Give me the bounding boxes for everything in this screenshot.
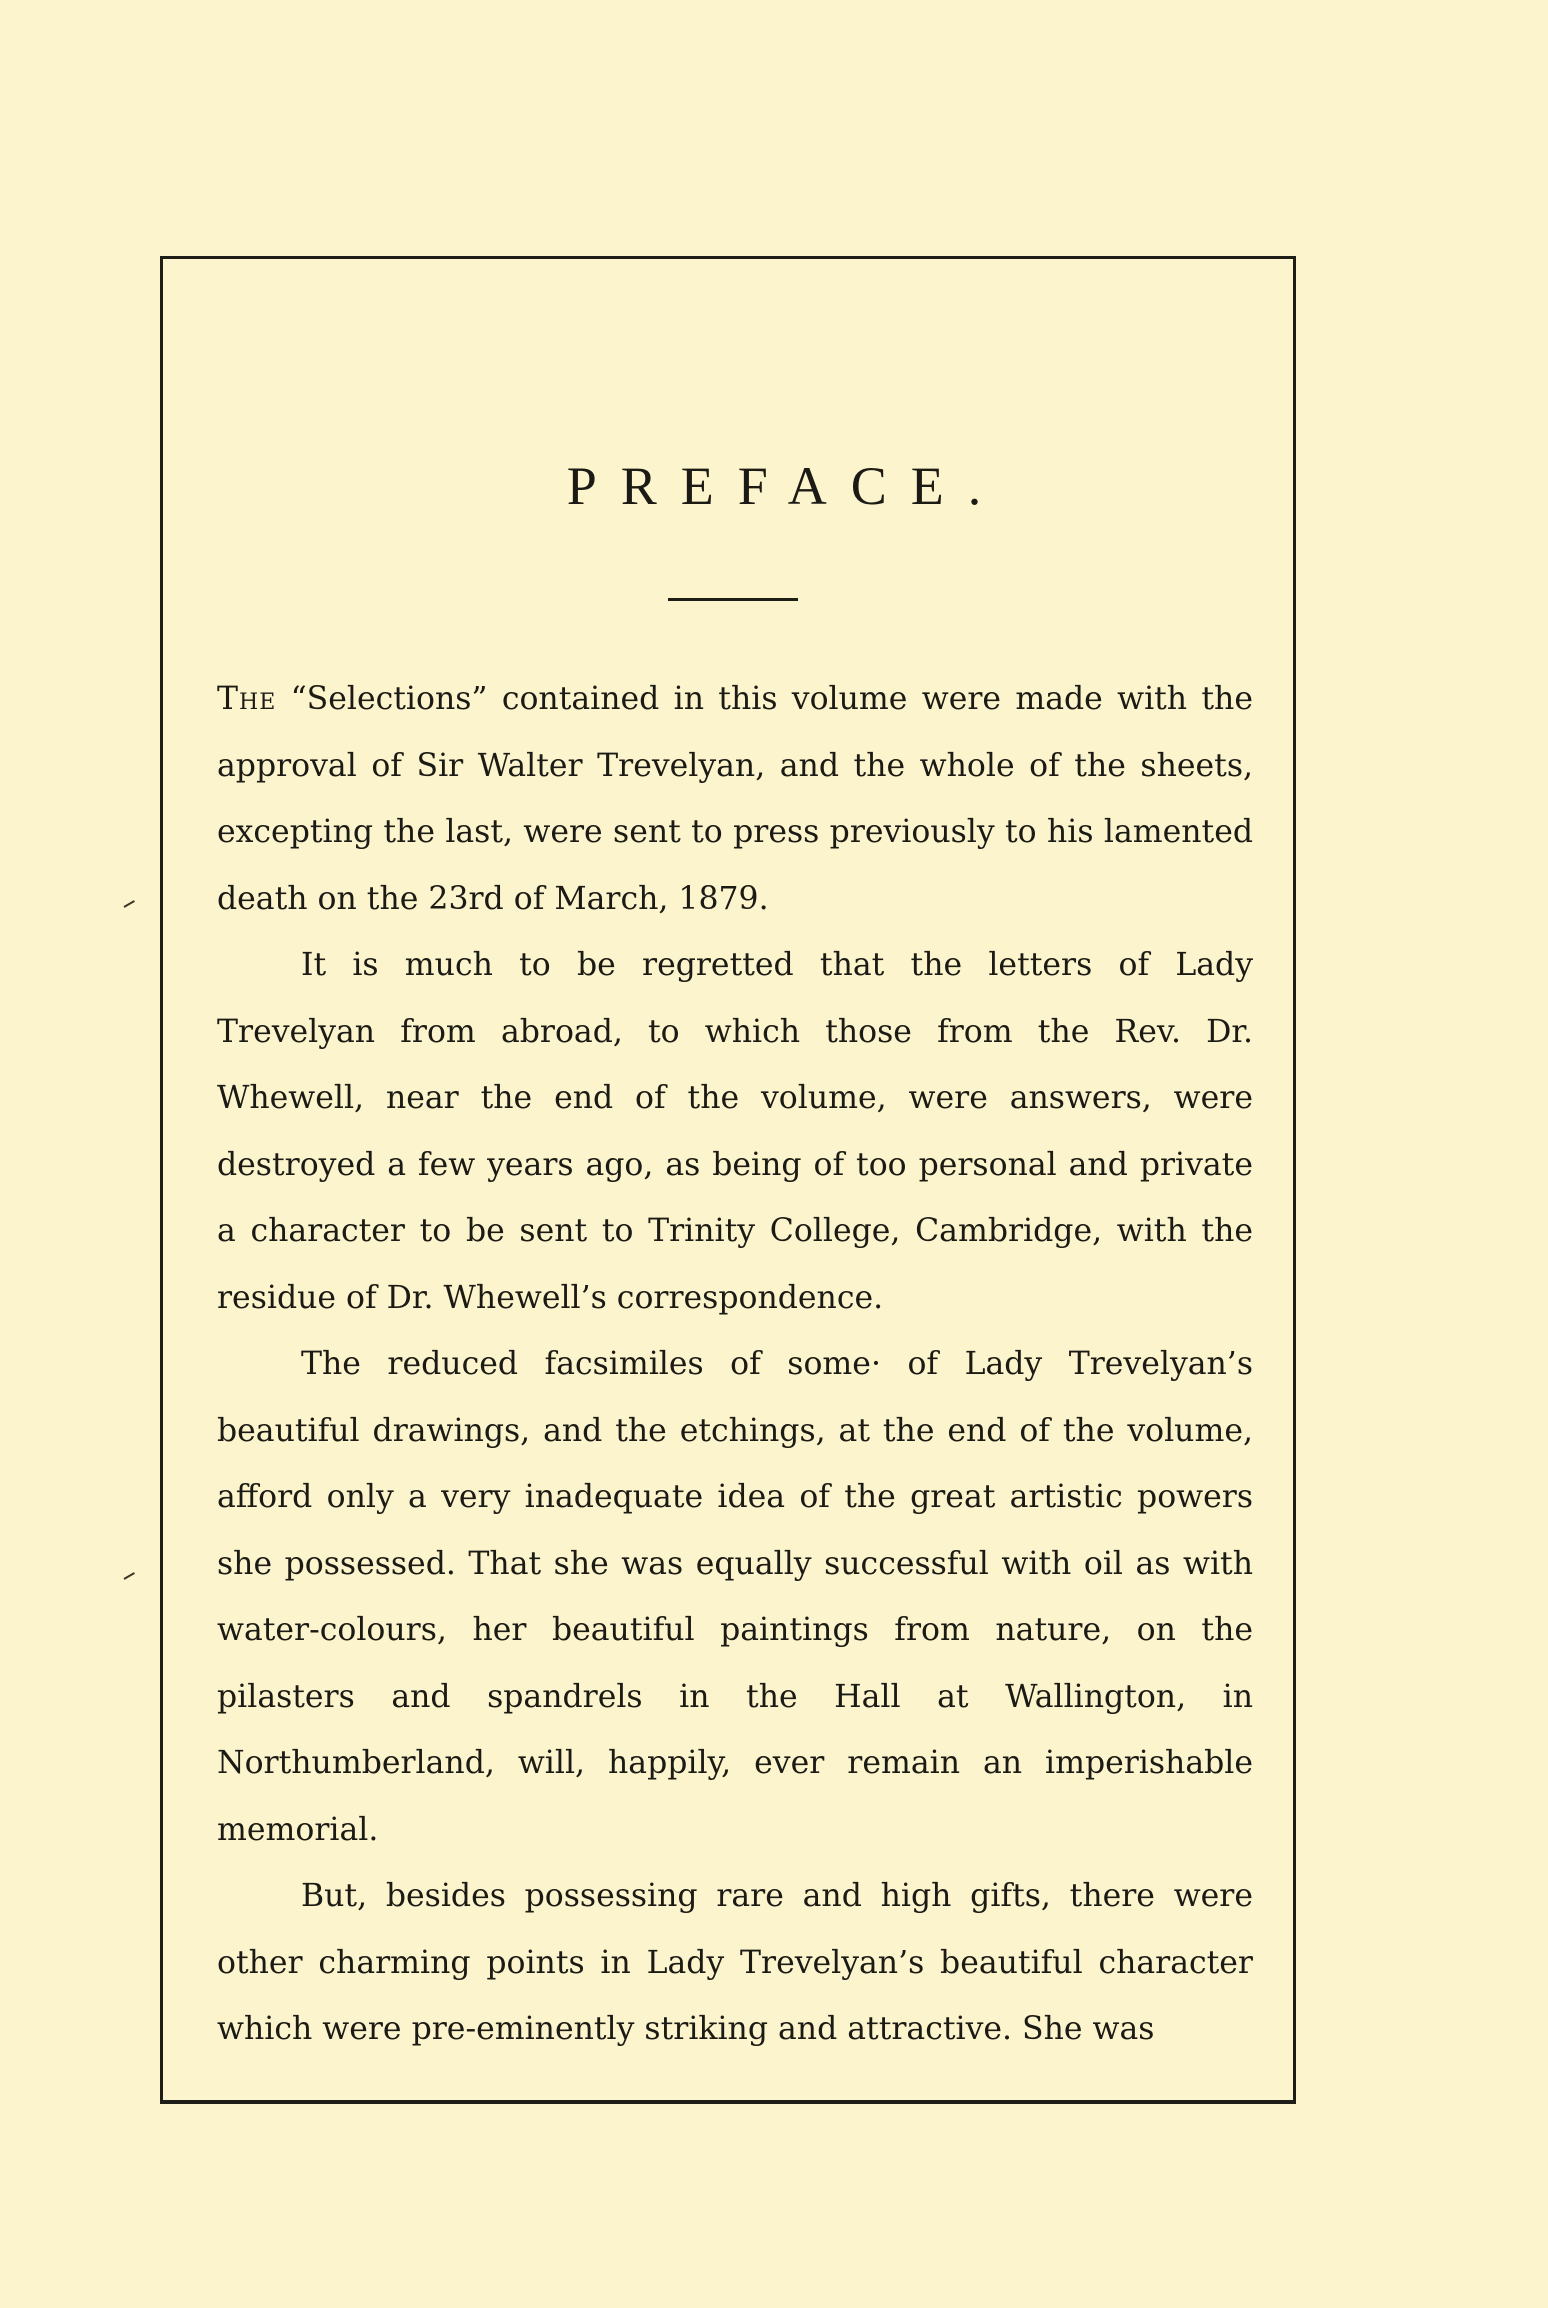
paragraph-2: It is much to be regretted that the letters of Lady Trevelyan from abroad, to which those from the Rev. Dr. Whewell, near the end of the volume, were answers, were destroyed a few years ago, as being of too personal and private a character to be sent to Trinity College, Cambridge, with the residue of Dr. Whewell’s correspondence. [217, 947, 1253, 1316]
pencil-margin-mark [124, 900, 135, 908]
title-rule [668, 598, 798, 601]
paragraph-1 [217, 666, 1253, 932]
paragraph-1-text: “Selections” contained in this volume were made with the approval of Sir Walter Trevelyan, and the whole of the sheets, excepting the last, were sent to press previously to his lamented death on the 23rd of March, 1879. [217, 681, 1253, 917]
opening-word: The [217, 681, 277, 717]
preface-text [217, 666, 1253, 2063]
page-title: PREFACE. [566, 456, 1006, 516]
paragraph-4: But, besides possessing rare and high gifts, there were other charming points in Lady Trevelyan’s beautiful character which were pre-eminently striking and attractive. She was [217, 1878, 1253, 2047]
paragraph-3: The reduced facsimiles of some· of Lady Trevelyan’s beautiful drawings, and the etchings, at the end of the volume, afford only a very inadequate idea of the great artistic powers she possessed. That she was equally successful with oil as with water-colours, her beautiful paintings from nature, on the pilasters and spandrels in the Hall at Wallington, in Northumberland, will, happily, ever remain an imperishable memorial. [217, 1346, 1253, 1848]
pencil-margin-mark [124, 1572, 135, 1580]
